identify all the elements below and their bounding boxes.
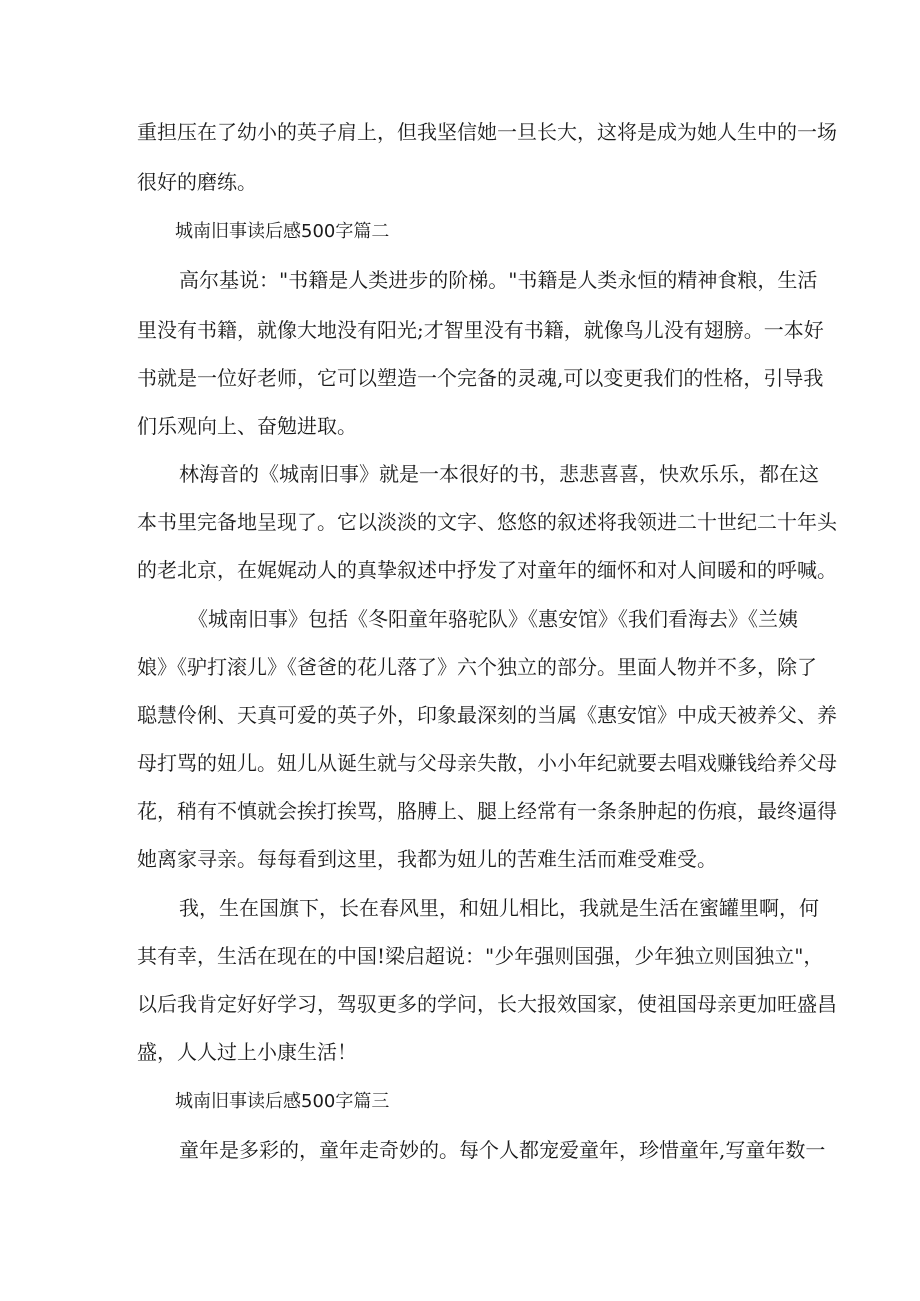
- text-line: 高尔基说："书籍是人类进步的阶梯。"书籍是人类永恒的精神食粮，生活: [179, 268, 818, 292]
- section-heading: 城南旧事读后感500字篇二: [175, 221, 390, 242]
- text-line: 以后我肯定好好学习，驾驭更多的学问，长大报效国家，使祖国母亲更加旺盛昌: [137, 992, 837, 1016]
- text-line: 母打骂的妞儿。妞儿从诞生就与父母亲失散，小小年纪就要去唱戏赚钱给养父母: [137, 751, 837, 775]
- text-line: 聪慧伶俐、天真可爱的英子外，印象最深刻的当属《惠安馆》中成天被养父、养: [137, 703, 837, 727]
- text-line: 其有幸，生活在现在的中国!梁启超说："少年强则国强，少年独立则国独立"，: [137, 944, 824, 968]
- text-line: 的老北京，在娓娓动人的真挚叙述中抒发了对童年的缅怀和对人间暖和的呼喊。: [137, 558, 837, 582]
- section-heading: 城南旧事读后感500字篇三: [175, 1091, 390, 1112]
- text-line: 盛，人人过上小康生活！: [137, 1040, 357, 1064]
- text-line: 们乐观向上、奋勉进取。: [137, 414, 357, 438]
- text-line: 《城南旧事》包括《冬阳童年骆驼队》《惠安馆》《我们看海去》《兰姨: [188, 607, 798, 631]
- text-line: 里没有书籍，就像大地没有阳光;才智里没有书籍，就像鸟儿没有翅膀。一本好: [137, 318, 824, 342]
- text-line: 我，生在国旗下，长在春风里，和妞儿相比，我就是生活在蜜罐里啊，何: [179, 896, 819, 920]
- text-line: 本书里完备地呈现了。它以淡淡的文字、悠悠的叙述将我领进二十世纪二十年头: [137, 510, 837, 534]
- text-line: 童年是多彩的，童年走奇妙的。每个人都宠爱童年，珍惜童年,写童年数一: [179, 1138, 826, 1162]
- text-line: 她离家寻亲。每每看到这里，我都为妞儿的苦难生活而难受难受。: [137, 847, 717, 871]
- text-line: 林海音的《城南旧事》就是一本很好的书，悲悲喜喜，快欢乐乐，都在这: [179, 462, 819, 486]
- text-line: 娘》《驴打滚儿》《爸爸的花儿落了》六个独立的部分。里面人物并不多，除了: [137, 655, 817, 679]
- text-line: 很好的磨练。: [137, 170, 257, 194]
- text-line: 书就是一位好老师，它可以塑造一个完备的灵魂,可以变更我们的性格，引导我: [137, 366, 824, 390]
- text-line: 花，稍有不慎就会挨打挨骂，胳膊上、腿上经常有一条条肿起的伤痕，最终逼得: [137, 799, 837, 823]
- text-line: 重担压在了幼小的英子肩上，但我坚信她一旦长大，这将是成为她人生中的一场: [137, 120, 837, 144]
